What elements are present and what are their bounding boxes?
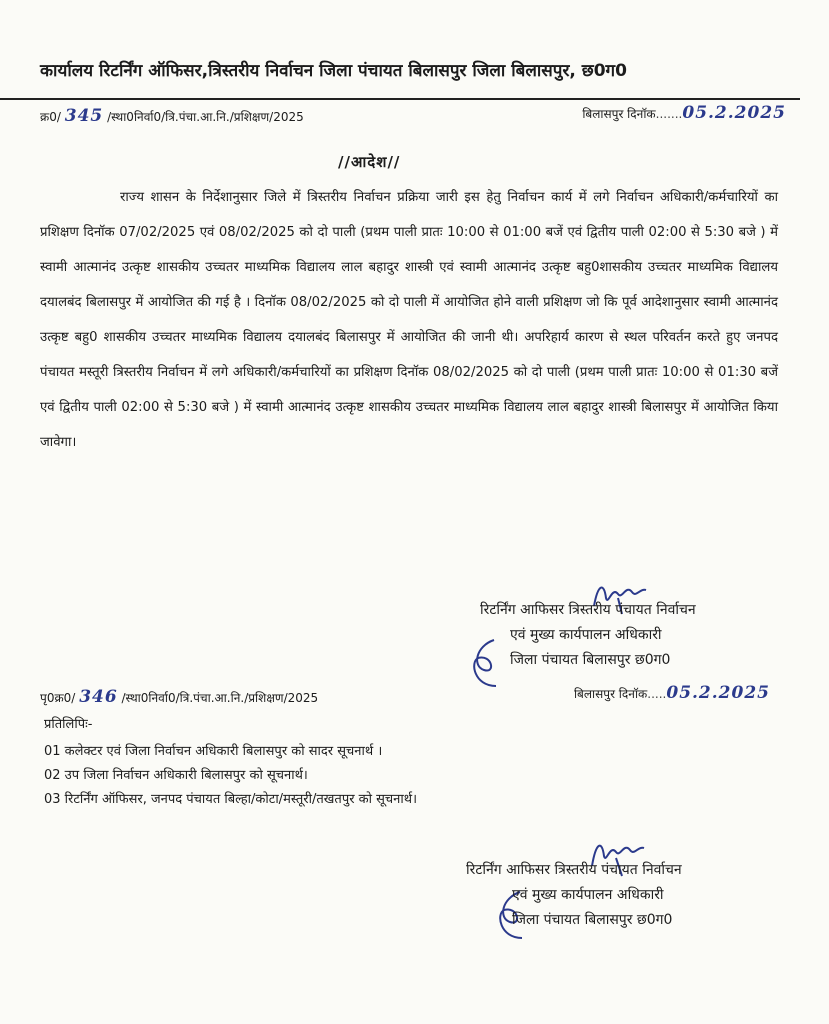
reference-row bbox=[40, 103, 800, 125]
copy-reference-number-block bbox=[40, 687, 318, 707]
signature-line-2: एवं मुख्य कार्यपालन अधिकारी bbox=[510, 627, 662, 643]
reference-number: 345 bbox=[64, 106, 104, 126]
copy-to-list bbox=[44, 740, 417, 812]
header-divider bbox=[0, 98, 800, 100]
signature-block-1 bbox=[480, 598, 696, 673]
office-title: कार्यालय रिटर्निंग ऑफिसर,त्रिस्तरीय निर्वाचन जिला पंचायत बिलासपुर जिला बिलासपुर, छ0ग0 bbox=[40, 61, 627, 81]
copy-reference-prefix: पृ0क्र0/ bbox=[40, 691, 76, 705]
order-body: राज्य शासन के निर्देशानुसार जिले में त्रिस्तरीय निर्वाचन प्रक्रिया जारी इस हेतु निर्वाचन कार्य में लगे निर्वाचन अधिकारी/कर्मचारियों का प्रशिक्षण दिनॉक 07/02/2025 एवं 08/02/2025 को दो पाली (प्रथम पाली प्रातः 10:00 से 01:00 बजें एवं द्वितीय पाली 02:00 से 5:30 बजे ) में स्वामी आत्मानंद उत्कृष्ट शासकीय उच्चतर माध्यमिक विद्यालय लाल बहादुर शास्त्री एवं स्वामी आत्मानंद उत्कृष्ट बहु0शासकीय उच्चतर माध्यमिक विद्यालय दयालबंद बिलासपुर में आयोजित की गई है । दिनॉक 08/02/2025 को दो पाली में आयोजित होने वाली प्रशिक्षण जो कि पूर्व आदेशानुसार स्वामी आत्मानंद उत्कृष्ट बहु0 शासकीय उच्चतर माध्यमिक विद्यालय दयालबंद बिलासपुर में आयोजित की जानी थी। अपरिहार्य कारण से स्थल परिवर्तन करते हुए जनपद पंचायत मस्तूरी त्रिस्तरीय निर्वाचन में लगे अधिकारी/कर्मचारियों का प्रशिक्षण दिनॉक 08/02/2025 को दो पाली (प्रथम पाली प्रातः 10:00 से 01:30 बजें एवं द्वितीय पाली 02:00 से 5:30 बजे ) में स्वामी आत्मानंद उत्कृष्ट शासकीय उच्चतर माध्यमिक विद्यालय लाल बहादुर शास्त्री बिलासपुर में आयोजित किया जावेगा। bbox=[40, 190, 778, 450]
signature-line-3: जिला पंचायत बिलासपुर छ0ग0 bbox=[512, 912, 673, 928]
reference-date-value: 05.2.2025 bbox=[682, 103, 786, 123]
reference-date-block bbox=[582, 103, 786, 123]
reference-number-block bbox=[40, 106, 304, 126]
dotted-leader: ..... bbox=[647, 687, 667, 701]
list-item: 01 कलेक्टर एवं जिला निर्वाचन अधिकारी बिलासपुर को सादर सूचनार्थ । bbox=[44, 744, 383, 759]
order-heading: //आदेश// bbox=[338, 153, 401, 171]
copy-reference-date-value: 05.2.2025 bbox=[666, 683, 770, 703]
reference-suffix: /स्था0निर्वा0/त्रि.पंचा.आ.नि./प्रशिक्षण/2025 bbox=[107, 110, 304, 124]
signature-line-1: रिटर्निंग आफिसर त्रिस्तरीय पंचायत निर्वाचन bbox=[466, 862, 682, 878]
signature-block-2 bbox=[466, 858, 682, 933]
copy-reference-suffix: /स्था0निर्वा0/त्रि.पंचा.आ.नि./प्रशिक्षण/2025 bbox=[121, 691, 319, 705]
reference-date-label: बिलासपुर दिनॉक bbox=[582, 107, 656, 121]
copy-reference-date-block bbox=[574, 683, 770, 703]
reference-prefix: क्र0/ bbox=[40, 110, 61, 124]
signature-line-3: जिला पंचायत बिलासपुर छ0ग0 bbox=[510, 652, 671, 668]
copy-reference-row bbox=[40, 683, 800, 705]
dotted-leader: ....... bbox=[655, 107, 683, 121]
copy-to-label: प्रतिलिपिः- bbox=[44, 717, 93, 732]
list-item: 02 उप जिला निर्वाचन अधिकारी बिलासपुर को सूचनार्थ। bbox=[44, 768, 308, 783]
copy-reference-number: 346 bbox=[79, 687, 118, 707]
signature-line-2: एवं मुख्य कार्यपालन अधिकारी bbox=[512, 887, 664, 903]
copy-reference-date-label: बिलासपुर दिनॉक bbox=[573, 687, 648, 701]
signature-line-1: रिटर्निंग आफिसर त्रिस्तरीय पंचायत निर्वाचन bbox=[480, 602, 696, 618]
list-item: 03 रिटर्निंग ऑफिसर, जनपद पंचायत बिल्हा/कोटा/मस्तूरी/तखतपुर को सूचनार्थ। bbox=[44, 792, 417, 807]
